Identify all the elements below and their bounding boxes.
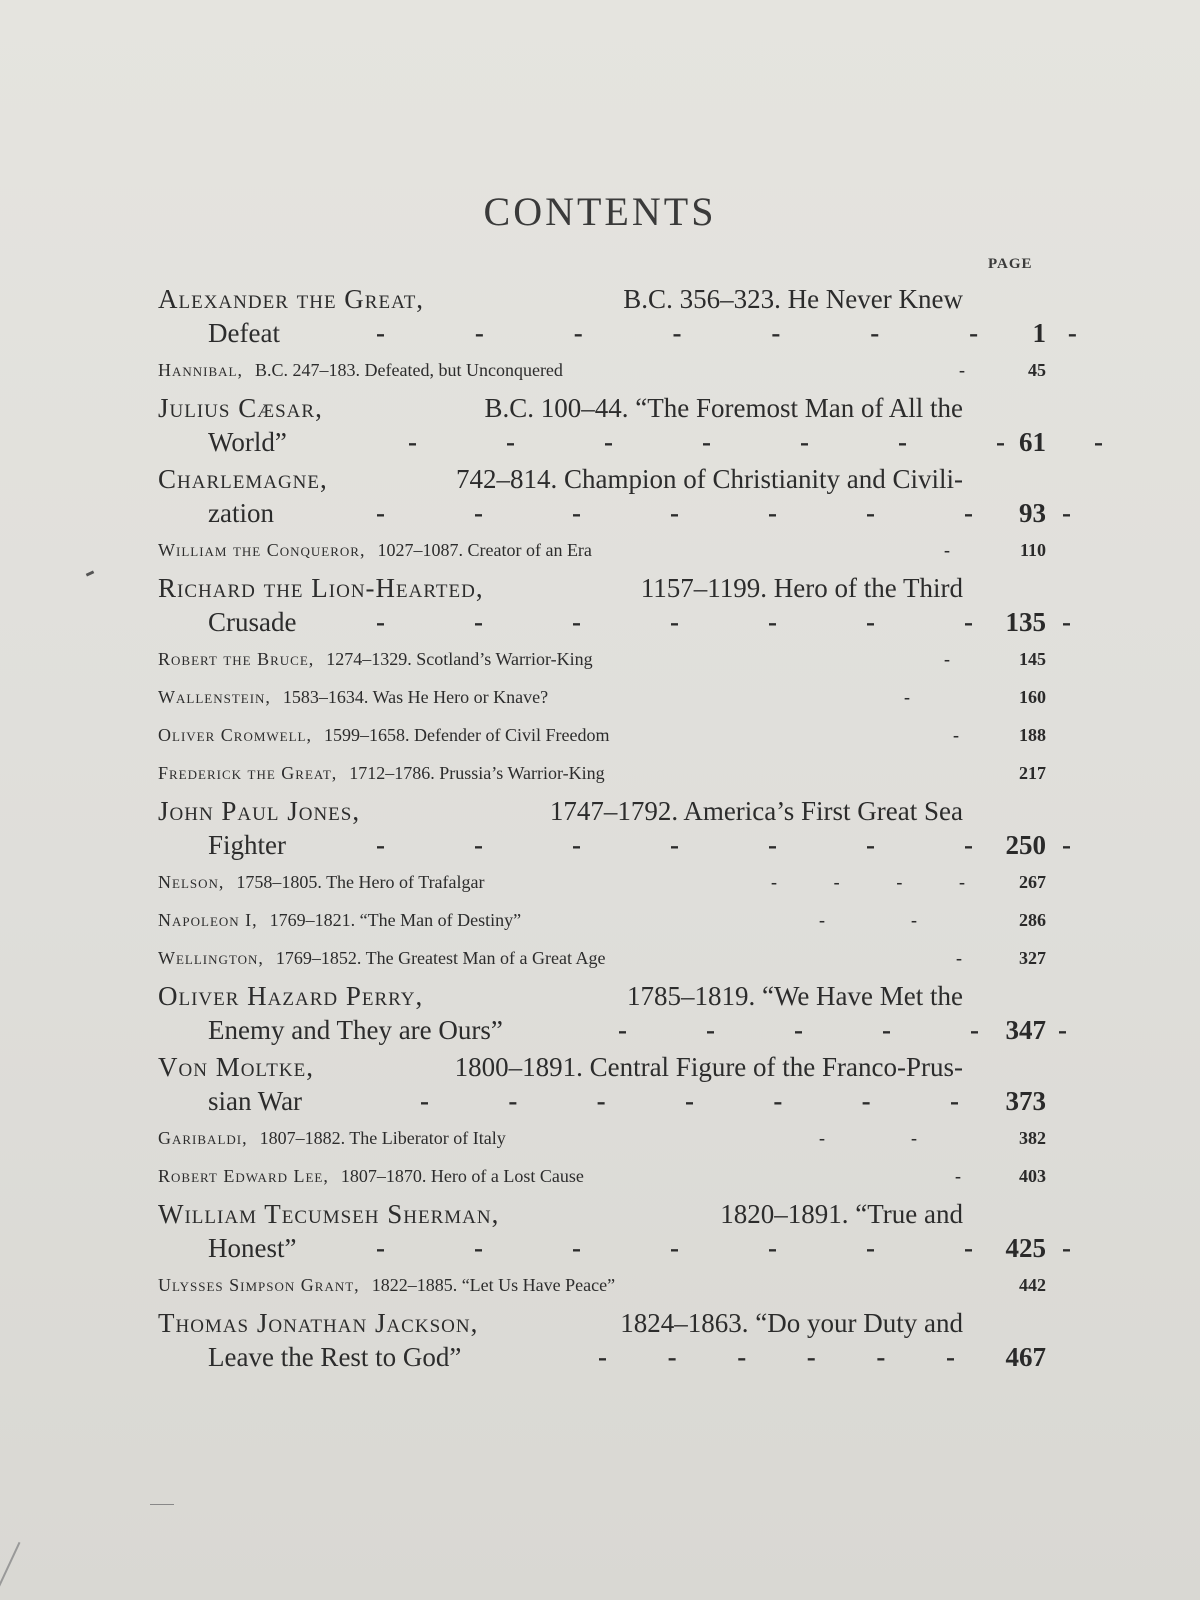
entry-subtitle: B.C. 247–183. Defeated, but Unconquered bbox=[255, 360, 563, 380]
table-of-contents bbox=[158, 280, 1103, 1375]
toc-entry-heading bbox=[158, 716, 963, 754]
entry-subtitle: 1758–1805. The Hero of Trafalgar bbox=[236, 872, 485, 892]
hero-name: Napoleon I, bbox=[158, 910, 258, 930]
hero-name: Richard the Lion-Hearted, bbox=[158, 573, 484, 603]
entry-subtitle: 1769–1852. The Greatest Man of a Great Age bbox=[275, 948, 606, 968]
dot-leader: - - - - - - - - bbox=[376, 607, 1071, 637]
page-number: 347 bbox=[1005, 1015, 1046, 1045]
hero-name: Robert Edward Lee, bbox=[158, 1166, 329, 1186]
toc-entry-heading bbox=[158, 1304, 963, 1342]
entry-continuation: zation bbox=[208, 498, 274, 528]
hero-name: Thomas Jonathan Jackson, bbox=[158, 1308, 479, 1338]
page-number: 1 bbox=[1032, 318, 1046, 348]
toc-entry bbox=[158, 754, 1050, 792]
toc-entry-heading bbox=[158, 569, 963, 607]
page-number: 403 bbox=[1019, 1166, 1046, 1186]
toc-entry-heading bbox=[158, 1266, 963, 1304]
toc-entry-heading bbox=[158, 977, 963, 1015]
entry-subtitle: 1583–1634. Was He Hero or Knave? bbox=[282, 687, 549, 707]
entry-subtitle: 1820–1891. “True and bbox=[720, 1199, 963, 1229]
hero-name: William the Conqueror, bbox=[158, 540, 366, 560]
toc-entry bbox=[158, 389, 1103, 460]
page-number: 217 bbox=[1019, 763, 1046, 783]
toc-entry bbox=[158, 460, 1071, 531]
dot-leader: - - bbox=[819, 910, 917, 930]
paper-crease bbox=[0, 1542, 20, 1588]
hero-name: Garibaldi, bbox=[158, 1128, 248, 1148]
toc-entry bbox=[158, 1119, 1050, 1157]
toc-entry-heading bbox=[158, 1048, 963, 1086]
entry-continuation: Crusade bbox=[208, 607, 297, 637]
hero-name: Wellington, bbox=[158, 948, 264, 968]
hero-name: Nelson, bbox=[158, 872, 225, 892]
toc-entry bbox=[158, 1157, 1050, 1195]
page-number: 45 bbox=[1028, 360, 1046, 380]
page-number: 327 bbox=[1019, 948, 1046, 968]
toc-entry-heading bbox=[158, 280, 963, 318]
hero-name: Robert the Bruce, bbox=[158, 649, 315, 669]
hero-name: Hannibal, bbox=[158, 360, 243, 380]
ink-mark bbox=[150, 1504, 174, 1505]
hero-name: William Tecumseh Sherman, bbox=[158, 1199, 500, 1229]
entry-continuation: World” bbox=[208, 427, 287, 457]
entry-subtitle: 1027–1087. Creator of an Era bbox=[377, 540, 592, 560]
toc-entry bbox=[158, 1304, 1050, 1375]
hero-name: Julius Cæsar, bbox=[158, 393, 323, 423]
dot-leader: - - - - - - bbox=[598, 1342, 955, 1372]
page-number: 250 bbox=[1005, 830, 1046, 860]
hero-name: Von Moltke, bbox=[158, 1052, 314, 1082]
toc-entry bbox=[158, 531, 1050, 569]
page-number: 160 bbox=[1019, 687, 1046, 707]
dot-leader: - bbox=[955, 1166, 961, 1186]
toc-entry bbox=[158, 939, 1050, 977]
page-title: CONTENTS bbox=[483, 189, 717, 234]
entry-continuation: Enemy and They are Ours” bbox=[208, 1015, 503, 1045]
page-number: 93 bbox=[1019, 498, 1046, 528]
page-number: 442 bbox=[1019, 1275, 1046, 1295]
entry-subtitle: 1157–1199. Hero of the Third bbox=[640, 573, 963, 603]
page-number: 135 bbox=[1005, 607, 1046, 637]
toc-entry bbox=[158, 640, 1050, 678]
entry-subtitle: 1712–1786. Prussia’s Warrior-King bbox=[349, 763, 605, 783]
page-number: 110 bbox=[1019, 540, 1046, 560]
dot-leader: - - - - - - - - bbox=[376, 830, 1071, 860]
entry-continuation: Defeat bbox=[208, 318, 280, 348]
toc-entry bbox=[158, 1048, 1050, 1119]
dot-leader: - - - - - - - - bbox=[376, 498, 1071, 528]
toc-entry-heading bbox=[158, 939, 963, 977]
dot-leader: - - - - - - - - bbox=[376, 318, 1077, 348]
hero-name: Alexander the Great, bbox=[158, 284, 425, 314]
dot-leader: - - - - - - - - bbox=[376, 1233, 1071, 1263]
dot-leader: - - - - - - - - bbox=[408, 427, 1103, 457]
entry-subtitle: 1822–1885. “Let Us Have Peace” bbox=[371, 1275, 616, 1295]
toc-entry-heading bbox=[158, 678, 963, 716]
toc-entry-heading bbox=[158, 754, 963, 792]
toc-entry-heading bbox=[158, 792, 963, 830]
toc-entry bbox=[158, 1266, 1050, 1304]
entry-subtitle: 1274–1329. Scotland’s Warrior-King bbox=[326, 649, 593, 669]
hero-name: Charlemagne, bbox=[158, 464, 328, 494]
dot-leader: - - bbox=[819, 1128, 917, 1148]
toc-entry bbox=[158, 901, 1050, 939]
toc-entry bbox=[158, 569, 1071, 640]
entry-continuation: Leave the Rest to God” bbox=[208, 1342, 462, 1372]
hero-name: Oliver Cromwell, bbox=[158, 725, 312, 745]
dot-leader: - bbox=[953, 725, 959, 745]
hero-name: Wallenstein, bbox=[158, 687, 271, 707]
hero-name: Ulysses Simpson Grant, bbox=[158, 1275, 360, 1295]
entry-subtitle: 1599–1658. Defender of Civil Freedom bbox=[324, 725, 610, 745]
page-number: 467 bbox=[1005, 1342, 1046, 1372]
page-column-label: PAGE bbox=[988, 256, 1033, 272]
toc-entry bbox=[158, 792, 1071, 863]
toc-entry bbox=[158, 280, 1077, 351]
toc-entry-heading bbox=[158, 640, 963, 678]
toc-entry-heading bbox=[158, 1195, 963, 1233]
dot-leader: - bbox=[956, 948, 962, 968]
dot-leader: - - - - - - bbox=[618, 1015, 1067, 1045]
entry-subtitle: 742–814. Champion of Christianity and Civili- bbox=[456, 464, 963, 494]
entry-continuation: Honest” bbox=[208, 1233, 297, 1263]
toc-entry bbox=[158, 977, 1067, 1048]
toc-entry bbox=[158, 678, 1050, 716]
toc-entry-heading bbox=[158, 1157, 963, 1195]
toc-entry-heading bbox=[158, 351, 963, 389]
toc-entry-heading bbox=[158, 531, 963, 569]
entry-continuation: Fighter bbox=[208, 830, 286, 860]
toc-entry bbox=[158, 351, 1050, 389]
hero-name: John Paul Jones, bbox=[158, 796, 361, 826]
page-number: 286 bbox=[1019, 910, 1046, 930]
dot-leader: - bbox=[904, 687, 910, 707]
page-number: 382 bbox=[1019, 1128, 1046, 1148]
entry-subtitle: 1824–1863. “Do your Duty and bbox=[620, 1308, 963, 1338]
dot-leader: - bbox=[944, 649, 950, 669]
entry-subtitle: 1800–1891. Central Figure of the Franco-Prus- bbox=[454, 1052, 963, 1082]
page-number: 145 bbox=[1019, 649, 1046, 669]
dot-leader: - - - - - - - bbox=[420, 1086, 959, 1116]
toc-entry-heading bbox=[158, 389, 963, 427]
page-number: 425 bbox=[1005, 1233, 1046, 1263]
entry-subtitle: 1807–1882. The Liberator of Italy bbox=[259, 1128, 506, 1148]
page-number: 267 bbox=[1019, 872, 1046, 892]
entry-subtitle: 1785–1819. “We Have Met the bbox=[627, 981, 963, 1011]
entry-subtitle: B.C. 356–323. He Never Knew bbox=[623, 284, 963, 314]
entry-subtitle: 1769–1821. “The Man of Destiny” bbox=[269, 910, 522, 930]
page-number: 373 bbox=[1005, 1086, 1046, 1116]
toc-entry bbox=[158, 863, 1050, 901]
hero-name: Frederick the Great, bbox=[158, 763, 338, 783]
toc-entry bbox=[158, 1195, 1071, 1266]
toc-entry bbox=[158, 716, 1050, 754]
ink-mark bbox=[86, 570, 95, 576]
page-number: 61 bbox=[1019, 427, 1046, 457]
dot-leader: - bbox=[959, 360, 965, 380]
dot-leader: - bbox=[944, 540, 950, 560]
entry-continuation: sian War bbox=[208, 1086, 303, 1116]
entry-subtitle: B.C. 100–44. “The Foremost Man of All the bbox=[484, 393, 963, 423]
page-number: 188 bbox=[1019, 725, 1046, 745]
hero-name: Oliver Hazard Perry, bbox=[158, 981, 424, 1011]
toc-entry-heading bbox=[158, 460, 963, 498]
entry-subtitle: 1747–1792. America’s First Great Sea bbox=[549, 796, 963, 826]
dot-leader: - - - - bbox=[771, 872, 965, 892]
entry-subtitle: 1807–1870. Hero of a Lost Cause bbox=[340, 1166, 584, 1186]
